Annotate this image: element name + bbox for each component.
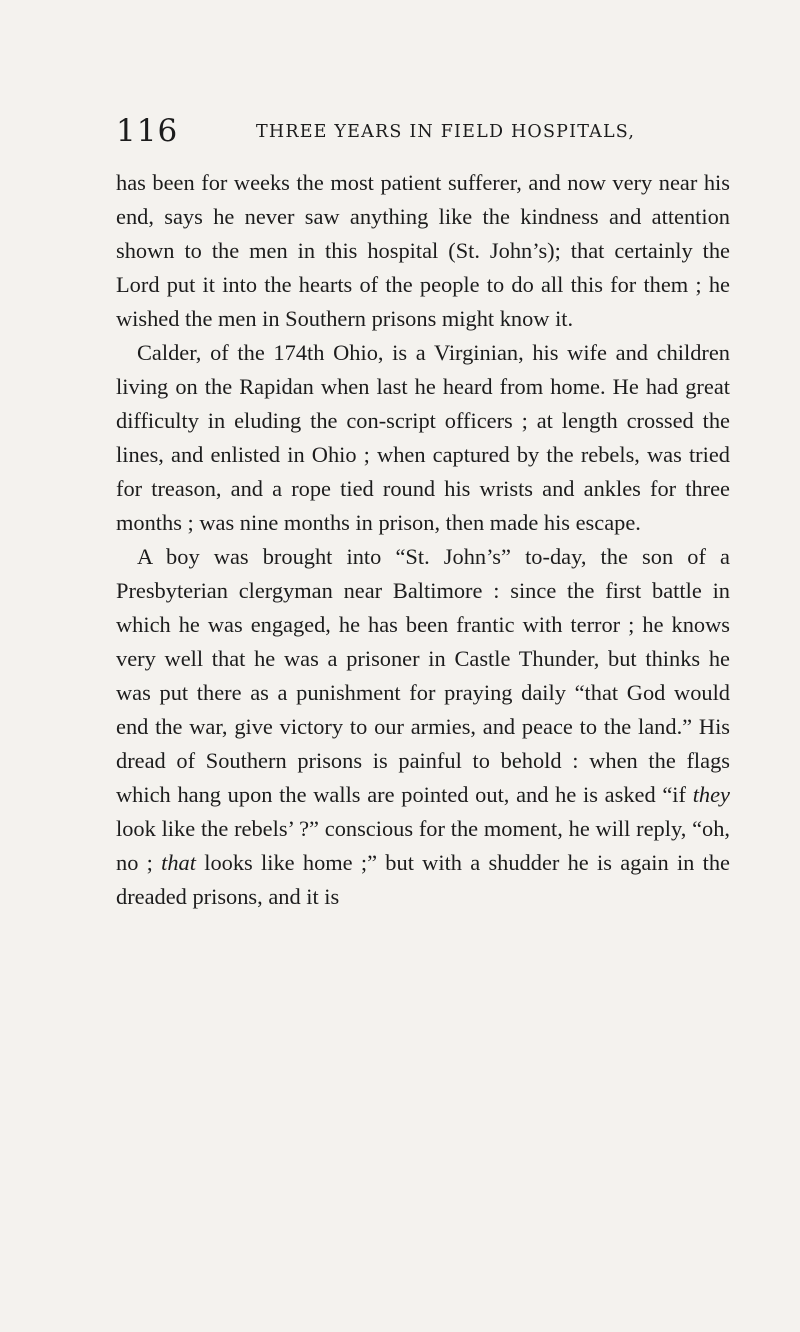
paragraph-3-text-2: look like the rebels’ ?” conscious for the moment, he will reply, “oh, no ; (116, 816, 730, 875)
paragraph-1 (116, 166, 730, 336)
running-title: THREE YEARS IN FIELD HOSPITALS, (256, 122, 636, 142)
paragraph-3-text-1: A boy was brought into “St. John’s” to-day, the son of a Presbyterian clergyman near Baltimore : since the first battle in which he was engaged, he has been frantic with terror ; he knows very well that he was a prisoner in Castle Thunder, but thinks he was put there as a punishment for praying daily “that God would end the war, give victory to our armies, and peace to the land.” His dread of Southern prisons is painful to behold : when the flags which hang upon the walls are pointed out, and he is asked “if (116, 544, 730, 807)
paragraph-3-italic-they: they (692, 782, 730, 807)
paragraph-2 (116, 336, 730, 540)
paragraph-3 (116, 540, 730, 914)
page-header (116, 113, 716, 153)
paragraph-2-text: Calder, of the 174th Ohio, is a Virginian, his wife and children living on the Rapidan when last he heard from home. He had great difficulty in eluding the con-script officers ; at length crossed the lines, and enlisted in Ohio ; when captured by the rebels, was tried for treason, and a rope tied round his wrists and ankles for three months ; was nine months in prison, then made his escape. (116, 340, 730, 535)
page-number: 116 (116, 113, 179, 149)
paragraph-1-text: has been for weeks the most patient sufferer, and now very near his end, says he never saw anything like the kindness and attention shown to the men in this hospital (St. John’s); that certainly the Lord put it into the hearts of the people to do all this for them ; he wished the men in Southern prisons might know it. (116, 170, 730, 331)
body-text (116, 166, 730, 914)
paragraph-3-italic-that: that (161, 850, 196, 875)
paragraph-3-text-3: looks like home ;” but with a shudder he is again in the dreaded prisons, and it is (116, 850, 730, 909)
